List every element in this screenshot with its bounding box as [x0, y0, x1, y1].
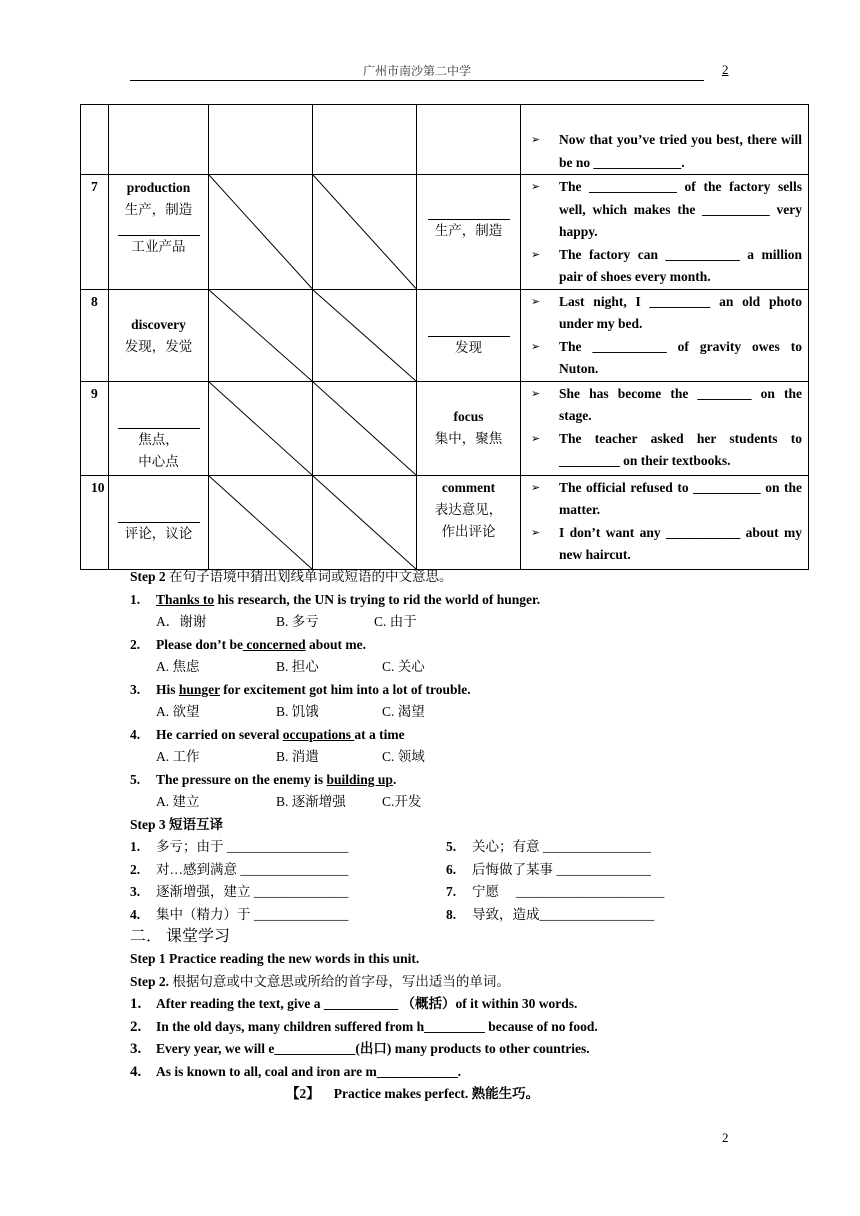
diagonal-slash: [313, 175, 416, 289]
table-row: [81, 289, 809, 381]
question-item: 4. He carried on several occupations at a time: [130, 726, 405, 742]
row-number: 8: [81, 289, 109, 381]
example-sentence: ➢ Now that you’ve tried you best, there will be no _____________.: [531, 129, 802, 174]
example-sentence: ➢ The _____________ of the factory sells well, which makes the __________ very happy.: [531, 176, 802, 244]
options-row: A．谢谢 B. 多亏 C. 由于: [156, 614, 417, 629]
header-page-number: 2: [722, 62, 729, 77]
row-number: 7: [81, 175, 109, 290]
word-en: focus: [453, 408, 484, 424]
diagonal-slash: [209, 476, 312, 569]
table-row: [81, 475, 809, 569]
example-sentence: ➢ The factory can ___________ a million pair of shoes every month.: [531, 244, 802, 289]
arrow-bullet-icon: ➢: [531, 481, 541, 494]
arrow-bullet-icon: ➢: [531, 295, 541, 308]
fill-item: 4. As is known to all, coal and iron are m____________.: [130, 1063, 462, 1080]
example-sentence: ➢ Last night, I _________ an old photo under my bed.: [531, 291, 802, 336]
word-en: production: [126, 180, 191, 195]
phrase-item: 8. 导致，造成_________________: [446, 906, 655, 922]
word-cn: 发现: [455, 339, 482, 355]
arrow-bullet-icon: ➢: [531, 387, 541, 400]
options-row: A. 焦虑 B. 担心 C. 关心: [156, 659, 425, 674]
footer-page-number: 2: [722, 1130, 729, 1145]
school-name: 广州市南沙第二中学: [362, 64, 471, 78]
row-number: 10: [81, 475, 109, 569]
options-row: A. 建立 B. 逐渐增强 C.开发: [156, 794, 422, 809]
arrow-bullet-icon: ➢: [531, 432, 541, 445]
diagonal-slash: [209, 382, 312, 475]
arrow-bullet-icon: ➢: [531, 340, 541, 353]
word-cn: 集中，聚焦: [434, 430, 503, 446]
diagonal-slash: [209, 290, 312, 381]
word-cn: 焦点，: [138, 431, 179, 447]
example-sentence: ➢ The official refused to __________ on the matter.: [531, 477, 802, 522]
table-row: [81, 105, 809, 175]
step2-section: [130, 566, 730, 1106]
options-row: A. 欲望 B. 饥饿 C. 渴望: [156, 704, 425, 719]
options-row: A. 工作 B. 消遣 C. 领域: [156, 749, 425, 764]
word-cn: 生产，制造: [434, 223, 503, 238]
word-cn: 中心点: [138, 453, 179, 469]
fill-item: 3. Every year, we will e____________(出口) many products to other countries.: [130, 1041, 590, 1057]
phrase-item: 6. 后悔做了某事 ______________: [446, 861, 651, 877]
arrow-bullet-icon: ➢: [531, 134, 541, 146]
word-cn: 生产，制造: [124, 202, 193, 217]
question-item: 3. His hunger for excitement got him into a lot of trouble.: [130, 681, 471, 697]
example-sentence: ➢ I don’t want any ___________ about my new haircut.: [531, 522, 802, 567]
step3-title: Step 3 短语互译: [130, 816, 224, 832]
table-row: [81, 175, 809, 290]
arrow-bullet-icon: ➢: [531, 248, 541, 261]
word-cn: 评论，议论: [124, 525, 193, 541]
phrase-item: 7. 宁愿 ______________________: [446, 884, 665, 899]
page-header: [130, 62, 704, 81]
table-row: [81, 381, 809, 475]
motto: 【2】 Practice makes perfect. 熟能生巧。: [286, 1086, 540, 1101]
word-en: discovery: [131, 316, 186, 332]
diagonal-slash: [313, 476, 416, 569]
example-sentence: ➢ She has become the ________ on the stage.: [531, 383, 802, 428]
phrase-item: 4. 集中（精力）于 ______________: [130, 906, 349, 922]
word-cn: 表达意见，: [434, 501, 503, 517]
question-item: 5. The pressure on the enemy is building up.: [130, 771, 397, 787]
phrase-item: 1. 多亏；由于 __________________: [130, 839, 349, 854]
step2-title: Step 2 在句子语境中猜出划线单词或短语的中文意思。: [130, 569, 453, 584]
section-title: 二． 课堂学习: [130, 928, 231, 945]
word-en: comment: [441, 479, 496, 495]
fill-item: 1. After reading the text, give a ___________ （概括）of it within 30 words.: [130, 996, 578, 1012]
diagonal-slash: [313, 382, 416, 475]
word-cn: 工业产品: [131, 239, 186, 254]
question-item: 2. Please don’t be concerned about me.: [130, 636, 366, 652]
vocab-table: [80, 104, 809, 570]
row-number: 9: [81, 381, 109, 475]
arrow-bullet-icon: ➢: [531, 526, 541, 539]
example-sentence: ➢ The ___________ of gravity owes to Nuton.: [531, 336, 802, 381]
diagonal-slash: [209, 175, 312, 289]
step1-line: Step 1 Practice reading the new words in this unit.: [130, 951, 420, 966]
fill-item: 2. In the old days, many children suffered from h_________ because of no food.: [130, 1018, 598, 1035]
step2-line: Step 2. 根据句意或中文意思或所给的首字母，写出适当的单词。: [130, 973, 510, 989]
arrow-bullet-icon: ➢: [531, 181, 541, 193]
phrase-item: 5. 关心；有意 ________________: [446, 839, 651, 854]
phrase-item: 2. 对…感到满意 ________________: [130, 861, 349, 877]
word-cn: 发现，发觉: [124, 338, 193, 354]
word-cn: 作出评论: [441, 523, 496, 539]
example-sentence: ➢ The teacher asked her students to _________ on their textbooks.: [531, 428, 802, 473]
phrase-item: 3. 逐渐增强，建立 ______________: [130, 884, 349, 899]
question-item: 1. Thanks to his research, the UN is trying to rid the world of hunger.: [130, 591, 541, 607]
phrase-grid: [130, 836, 730, 926]
diagonal-slash: [313, 290, 416, 381]
